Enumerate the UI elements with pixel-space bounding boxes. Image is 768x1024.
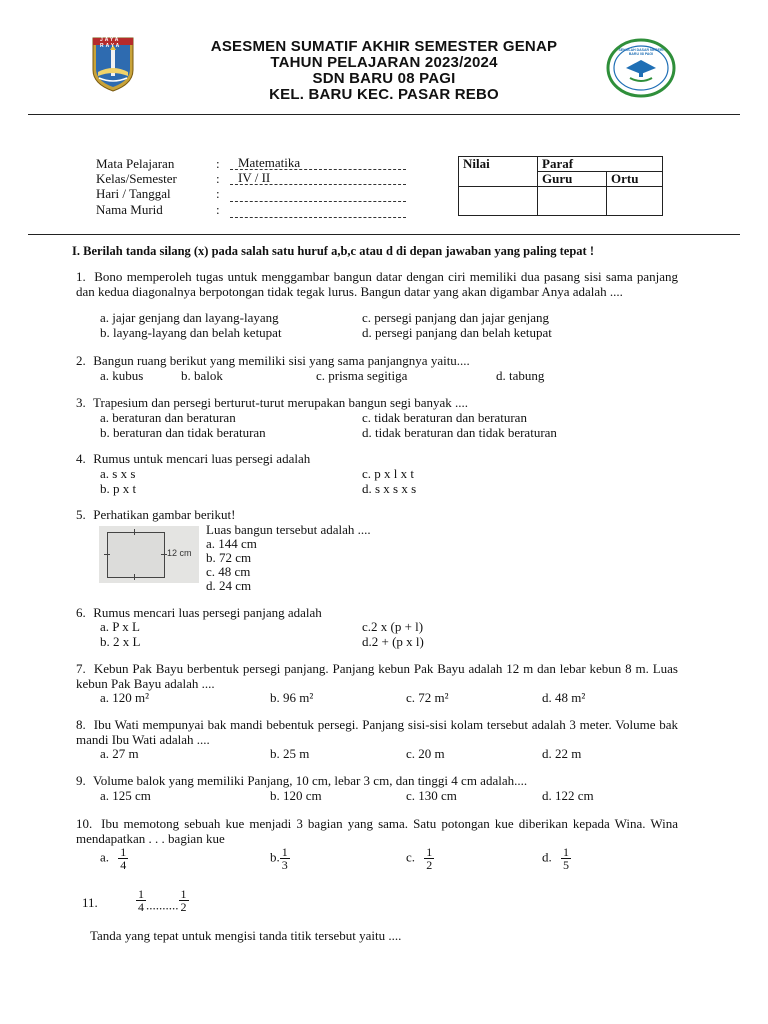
question-number: 3.	[76, 395, 86, 410]
question-11-number: 11.	[82, 895, 98, 910]
question-9	[76, 774, 678, 789]
option-8c[interactable]: c. 20 m	[406, 746, 445, 761]
question-text: Bono memperoleh tugas untuk menggambar bangun datar dengan ciri memiliki dua pasang sisi sama panjang dan kedua diagonalnya berpotongan tidak tegak lurus. Bangun datar yang akan digambar Anya adalah ....	[76, 269, 678, 299]
question-11-expression	[136, 888, 189, 913]
option-3d[interactable]: d. tidak beraturan dan tidak beraturan	[362, 425, 557, 440]
question-text: Perhatikan gambar berikut!	[93, 507, 236, 522]
class-field[interactable]: IV / II	[230, 171, 406, 185]
name-field[interactable]	[230, 204, 406, 218]
question-5	[76, 508, 678, 523]
option-6b[interactable]: b. 2 x L	[100, 634, 141, 649]
header-title-line4: KEL. BARU KEC. PASAR REBO	[269, 86, 499, 103]
option-9d[interactable]: d. 122 cm	[542, 788, 594, 803]
instruction: I. Berilah tanda silang (x) pada salah satu huruf a,b,c atau d di depan jawaban yang paling tepat !	[72, 244, 594, 258]
numerator: 1	[120, 845, 127, 859]
question-text: Trapesium dan persegi berturut-turut merupakan bangun segi banyak ....	[93, 395, 468, 410]
fraction	[424, 846, 434, 871]
subject-field[interactable]: Matematika	[230, 156, 406, 170]
question-number: 7.	[76, 661, 86, 676]
square-tick-left	[104, 554, 110, 555]
question-text: Ibu Wati mempunyai bak mandi bebentuk persegi. Panjang sisi-sisi kolam tersebut adalah 3 meter. Volume bak mandi Ibu Wati adalah ....	[76, 717, 679, 747]
option-10c[interactable]	[406, 846, 434, 871]
jaya-raya-logo	[90, 36, 136, 92]
option-2d[interactable]: d. tabung	[496, 368, 545, 383]
ortu-header: Ortu	[607, 172, 663, 187]
option-7a[interactable]: a. 120 m²	[100, 690, 150, 705]
question-number: 1.	[76, 269, 86, 284]
option-1b[interactable]: b. layang-layang dan belah ketupat	[100, 325, 282, 340]
square-shape	[107, 532, 165, 578]
class-label: Kelas/Semester	[96, 171, 177, 186]
header-title-line1: ASESMEN SUMATIF AKHIR SEMESTER GENAP	[210, 38, 558, 55]
header-divider	[28, 114, 740, 115]
question-number: 5.	[76, 507, 86, 522]
option-8b[interactable]: b. 25 m	[270, 746, 310, 761]
nilai-cell[interactable]	[459, 187, 538, 216]
numerator: 1	[180, 887, 187, 901]
option-7c[interactable]: c. 72 m²	[406, 690, 449, 705]
option-8d[interactable]: d. 22 m	[542, 746, 582, 761]
nilai-header: Nilai	[459, 157, 538, 187]
option-2b[interactable]: b. balok	[181, 368, 223, 383]
subject-label: Mata Pelajaran	[96, 156, 175, 171]
option-4c[interactable]: c. p x l x t	[362, 466, 414, 481]
question-number: 2.	[76, 353, 86, 368]
option-3b[interactable]: b. beraturan dan tidak beraturan	[100, 425, 266, 440]
question-number: 8.	[76, 717, 86, 732]
comparison-blank[interactable]: ..........	[146, 897, 179, 913]
option-5b[interactable]: b. 72 cm	[206, 550, 252, 565]
question-text: Kebun Pak Bayu berbentuk persegi panjang. Panjang kebun Pak Bayu adalah 12 m dan lebar kebun 8 m. Luas kebun Pak Bayu adalah ....	[76, 661, 678, 691]
day-field[interactable]	[230, 188, 406, 202]
option-1a[interactable]: a. jajar genjang dan layang-layang	[100, 310, 279, 325]
option-7b[interactable]: b. 96 m²	[270, 690, 314, 705]
denominator: 2	[426, 858, 433, 872]
option-8a[interactable]: a. 27 m	[100, 746, 139, 761]
option-1d[interactable]: d. persegi panjang dan belah ketupat	[362, 325, 552, 340]
option-prefix: a.	[100, 849, 110, 865]
class-colon: :	[216, 171, 220, 186]
guru-header: Guru	[538, 172, 607, 187]
question-11-text: Tanda yang tepat untuk mengisi tanda titik tersebut yaitu ....	[90, 928, 402, 943]
option-9b[interactable]: b. 120 cm	[270, 788, 322, 803]
question-1	[76, 270, 678, 299]
day-label: Hari / Tanggal	[96, 186, 171, 201]
option-3a[interactable]: a. beraturan dan beraturan	[100, 410, 236, 425]
question-text: Rumus mencari luas persegi panjang adalah	[93, 605, 322, 620]
name-label: Nama Murid	[96, 202, 163, 217]
numerator: 1	[138, 887, 144, 901]
option-9c[interactable]: c. 130 cm	[406, 788, 457, 803]
fraction	[561, 846, 571, 871]
grade-table	[458, 156, 663, 216]
left-logo-text: JAYA RAYA	[100, 37, 122, 49]
option-prefix: b.	[270, 849, 280, 865]
square-figure	[99, 526, 199, 583]
question-8	[76, 718, 678, 747]
option-2a[interactable]: a. kubus	[100, 368, 144, 383]
header-title-line2: TAHUN PELAJARAN 2023/2024	[270, 54, 498, 71]
option-10a[interactable]	[100, 846, 128, 871]
paraf-header: Paraf	[538, 157, 663, 172]
denominator: 5	[563, 858, 569, 872]
fraction	[118, 846, 128, 871]
question-text: Ibu memotong sebuah kue menjadi 3 bagian yang sama. Satu potongan kue diberikan kepada Wina. Wina mendapatkan . . . bagian kue	[76, 816, 678, 846]
question-10	[76, 817, 678, 846]
option-2c[interactable]: c. prisma segitiga	[316, 368, 408, 383]
day-colon: :	[216, 186, 220, 201]
option-6d[interactable]: d.2 + (p x l)	[362, 634, 424, 649]
square-side-label: 12 cm	[167, 548, 192, 558]
name-colon: :	[216, 202, 220, 217]
option-6c[interactable]: c.2 x (p + l)	[362, 619, 424, 634]
numerator: 1	[563, 845, 569, 859]
square-tick-bottom	[134, 574, 135, 580]
fraction	[280, 846, 290, 871]
numerator: 1	[426, 845, 433, 859]
option-6a[interactable]: a. P x L	[100, 619, 140, 634]
fraction-right	[179, 888, 189, 913]
option-4a[interactable]: a. s x s	[100, 466, 136, 481]
question-2	[76, 354, 678, 369]
question-number: 6.	[76, 605, 86, 620]
option-9a[interactable]: a. 125 cm	[100, 788, 151, 803]
denominator: 3	[281, 858, 288, 872]
question-4	[76, 452, 678, 467]
question-5-subtext: Luas bangun tersebut adalah ....	[206, 522, 371, 537]
question-text: Bangun ruang berikut yang memiliki sisi yang sama panjangnya yaitu....	[93, 353, 470, 368]
option-5c[interactable]: c. 48 cm	[206, 564, 251, 579]
guru-cell[interactable]	[538, 187, 607, 216]
option-1c[interactable]: c. persegi panjang dan jajar genjang	[362, 310, 549, 325]
denominator: 2	[180, 900, 187, 914]
ortu-cell[interactable]	[607, 187, 663, 216]
question-number: 4.	[76, 451, 86, 466]
option-4d[interactable]: d. s x s x s	[362, 481, 417, 496]
question-number: 9.	[76, 773, 86, 788]
option-prefix: c.	[406, 849, 416, 865]
fraction-left	[136, 888, 146, 913]
question-3	[76, 396, 678, 411]
denominator: 4	[138, 900, 144, 914]
question-7	[76, 662, 678, 691]
option-7d[interactable]: d. 48 m²	[542, 690, 586, 705]
option-3c[interactable]: c. tidak beraturan dan beraturan	[362, 410, 527, 425]
right-logo-text: SEKOLAH DASAR NEGERI BARU 08 PAGI	[618, 48, 664, 56]
numerator: 1	[281, 845, 288, 859]
option-5a[interactable]: a. 144 cm	[206, 536, 257, 551]
question-text: Rumus untuk mencari luas persegi adalah	[93, 451, 311, 466]
option-10d[interactable]	[542, 846, 571, 871]
header-title-line3: SDN BARU 08 PAGI	[312, 70, 456, 87]
question-text: Volume balok yang memiliki Panjang, 10 cm, lebar 3 cm, dan tinggi 4 cm adalah....	[93, 773, 528, 788]
denominator: 4	[120, 858, 127, 872]
square-tick-top	[134, 529, 135, 535]
option-5d[interactable]: d. 24 cm	[206, 578, 252, 593]
question-number: 10.	[76, 816, 93, 831]
subject-colon: :	[216, 156, 220, 171]
option-prefix: d.	[542, 849, 552, 865]
info-divider	[28, 234, 740, 235]
option-10b[interactable]	[270, 846, 290, 871]
option-4b[interactable]: b. p x t	[100, 481, 137, 496]
